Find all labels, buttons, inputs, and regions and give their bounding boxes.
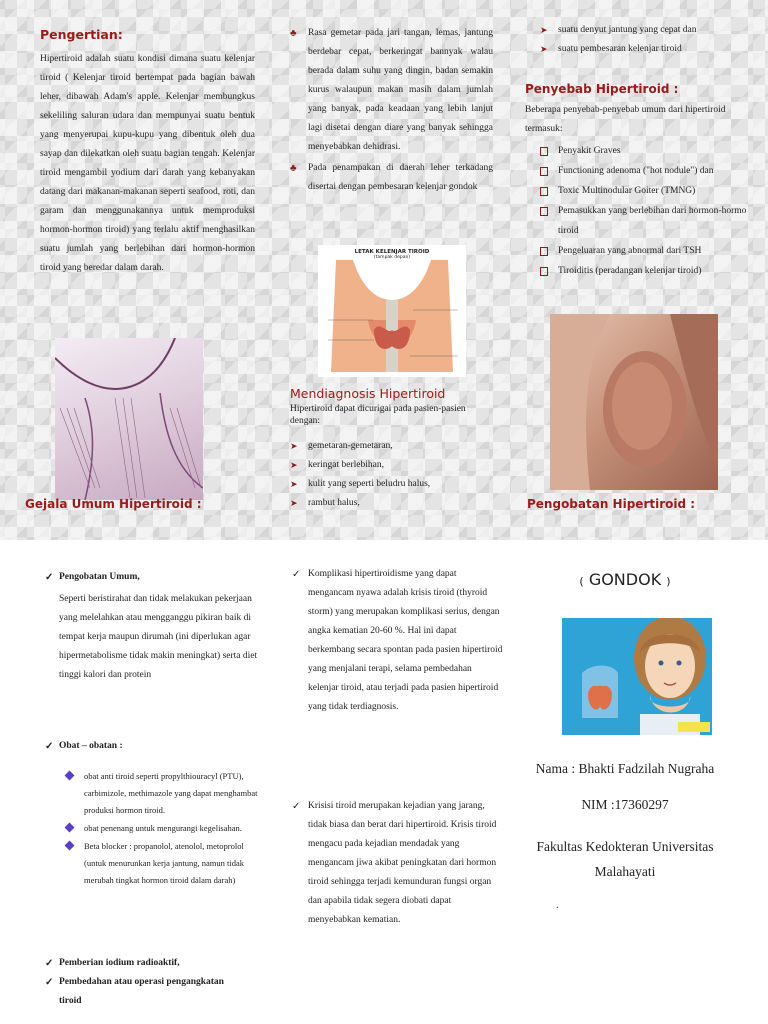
cause-heading: Penyebab Hipertiroid : — [525, 82, 679, 96]
diamond-bullet-icon — [65, 771, 75, 781]
cause-item: Pemasukkan yang berlebihan dari hormon-hormo tiroid — [540, 201, 760, 241]
thyroid-storm-paragraph: ✓ Krisisi tiroid merupakan kejadian yang jarang, tidak biasa dan berat dari hipertiroid. Krisis tiroid mengacu pada kejadian mendadak yang mengancam jiwa akibat peningkatan dari hormon tiroid sehingga terjadi kemunduran fungsi organ dan apabila tidak segera diobati dapat menyebabkan kematian. — [292, 797, 504, 930]
box-bullet-icon — [540, 207, 548, 216]
symptom-continued-item: ➤ suatu pembesaran kelenjar tiroid — [540, 40, 755, 59]
woman-goiter-drawing — [562, 618, 712, 735]
author-name: Nama : Bhakti Fadzilah Nugraha — [535, 761, 715, 776]
medication-item: obat penenang untuk mengurangi kegelisahan. — [64, 820, 258, 837]
cause-item: Functioning adenoma ("hot nodule") dan — [540, 161, 760, 181]
thyroid-location-diagram — [318, 245, 466, 377]
neck-sketch-drawing — [55, 338, 203, 500]
neck-sketch-image — [55, 338, 203, 500]
neck-anatomy-drawing — [318, 260, 466, 372]
surgery-title: ✓ Pembedahan atau operasi pengangkatan tiroid — [45, 973, 239, 1011]
definition-heading: Pengertian: — [40, 27, 123, 42]
box-bullet-icon — [540, 267, 548, 276]
diagnosis-item: ➤ rambut halus, — [290, 494, 490, 513]
cause-item: Toxic Multinodular Goiter (TMNG) — [540, 181, 760, 201]
goiter-illustration — [562, 618, 712, 735]
check-icon: ✓ — [45, 977, 54, 988]
medication-title: ✓ Obat – obatan : — [45, 737, 123, 756]
check-icon: ✓ — [45, 741, 54, 752]
club-bullet-icon: ♣ — [290, 163, 297, 174]
general-treatment-paragraph: Seperti beristirahat dan tidak melakukan pekerjaan yang melelahkan atau mengganggu pikiran baik di tempat kerja maupun dirumah (ini diperlukan agar hipermetabolisme tidak makin meningkat) serta diet tinggi kalori dan protein — [59, 594, 258, 680]
symptom-continued-item: ➤ suatu denyut jantung yang cepat dan — [540, 21, 755, 40]
check-icon: ✓ — [45, 572, 54, 583]
diagram-title: LETAK KELENJAR TIROID — [354, 249, 430, 255]
cause-item: Pengeluaran yang abnormal dari TSH — [540, 241, 760, 261]
diagnosis-item: ➤ gemetaran-gemetaran, — [290, 437, 490, 456]
box-bullet-icon — [540, 247, 548, 256]
arrow-bullet-icon: ➤ — [290, 441, 298, 451]
faculty-name: Fakultas Kedokteran Universitas Malahayati — [536, 839, 714, 879]
cause-list — [540, 141, 760, 281]
arrow-bullet-icon: ➤ — [290, 498, 298, 508]
trailing-dot: . — [556, 900, 559, 911]
medication-item: obat anti tiroid seperti propylthiouracyl (PTU), carbimizole, methimazole yang dapat menghambat produksi hormon tiroid. — [64, 768, 258, 819]
check-icon: ✓ — [292, 569, 301, 580]
check-icon: ✓ — [45, 958, 54, 969]
arrow-bullet-icon: ➤ — [290, 460, 298, 470]
medication-item: Beta blocker : propanolol, atenolol, metoprolol (untuk menurunkan kerja jantung, namun tidak merubah tingkat hormon tiroid dalam darah) — [64, 838, 258, 889]
complication-paragraph: ✓ Komplikasi hipertiroidisme yang dapat mengancam nyawa adalah krisis tiroid (thyroid storm) yang merupakan komplikasi serius, dengan angka kematian 20-60 %. Hal ini dapat berkembang secara spontan pada pasien hipertiroid yang menjalani terapi, selama pembedahan kelenjar tiroid, atau terjadi pada pasien hipertiroid yang tidak terdiagnosis. — [292, 565, 504, 717]
goiter-neck-drawing — [550, 314, 718, 490]
medication-list — [64, 768, 258, 889]
brochure-title: ( GONDOK ) — [579, 570, 671, 589]
symptoms-heading: Gejala Umum Hipertiroid : — [25, 497, 202, 511]
arrow-bullet-icon: ➤ — [540, 25, 548, 35]
goiter-photo — [550, 314, 718, 490]
symptom-continued-list — [540, 21, 755, 59]
general-treatment-title: ✓ Pengobatan Umum, — [45, 568, 249, 587]
brochure-title-text: GONDOK — [588, 570, 662, 589]
arrow-bullet-icon: ➤ — [540, 44, 548, 54]
box-bullet-icon — [540, 167, 548, 176]
box-bullet-icon — [540, 187, 548, 196]
diagnosis-heading: Mendiagnosis Hipertiroid — [290, 386, 446, 401]
cause-intro: Beberapa penyebab-penyebab umum dari hipertiroid termasuk: — [525, 105, 726, 134]
club-bullet-icon: ♣ — [290, 28, 297, 39]
diagnosis-list — [290, 437, 490, 513]
cause-item: Tiroiditis (peradangan kelenjar tiroid) — [540, 261, 760, 281]
diagnosis-item: ➤ kulit yang seperti beludru halus, — [290, 475, 490, 494]
symptom-list — [290, 24, 493, 199]
diamond-bullet-icon — [65, 823, 75, 833]
treatment-heading: Pengobatan Hipertiroid : — [527, 497, 696, 511]
box-bullet-icon — [540, 147, 548, 156]
author-nim: NIM :17360297 — [581, 797, 669, 812]
diagnosis-item: ➤ keringat berlebihan, — [290, 456, 490, 475]
diamond-bullet-icon — [65, 841, 75, 851]
symptom-item: ♣ Rasa gemetar pada jari tangan, lemas, jantung berdebar cepat, berkeringat bannyak walau berada dalam suhu yang dingin, badan semakin kurus walaupun makan masih dalam jumlah yang banyak, pada keadaan yang lebih lanjut lagi disetai dengan diare yang banyak sehingga menyebabkan dehidrasi. — [290, 24, 493, 157]
radioiodine-title: ✓ Pemberian iodium radioaktif, — [45, 954, 180, 973]
diagram-subtitle: (tampak depan) — [373, 255, 411, 260]
cause-item: Penyakit Graves — [540, 141, 760, 161]
check-icon: ✓ — [292, 801, 301, 812]
diagnosis-intro: Hipertiroid dapat dicurigai pada pasien-pasien dengan: — [290, 404, 466, 426]
symptom-item: ♣ Pada penampakan di daerah leher terkadang disertai dengan pembesaran kelenjar gondok — [290, 159, 493, 197]
brochure-inner-panel — [0, 540, 768, 1024]
arrow-bullet-icon: ➤ — [290, 479, 298, 489]
definition-paragraph: Hipertiroid adalah suatu kondisi dimana suatu kelenjar tiroid ( Kelenjar tiroid bertempat pada bagian bawah leher, dibawah Adam's apple. Kelenjar membungkus sekeliling saluran udara dan mempunyai suatu bentuk yang menyerupai kupu-kupu yang dibentuk oleh dua sayap dan dilekatkan oleh suatu bagian tengah. Kelenjar tiroid mengambil yodium dari darah yang kebanyakan datang dari makanan-makanan seperti seafood, roti, dan garam dan menggunakannya untuk memproduksi hormon-hormon tiroid) yang terlalu aktif menghasilkan suatu jumlah yang berlebihan dari hormon-hormon tiroid yang beredar dalam darah. — [40, 54, 255, 273]
